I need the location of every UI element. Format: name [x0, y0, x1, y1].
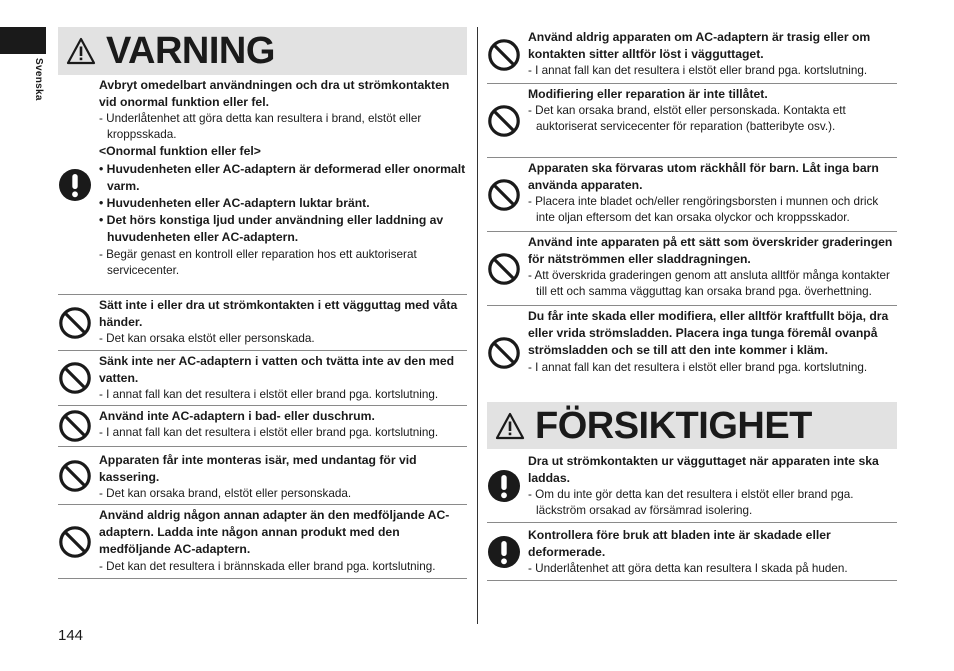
entry-heading: Dra ut strömkontakten ur vägguttaget när apparaten inte ska laddas.: [528, 454, 879, 486]
exclamation-icon: [58, 168, 92, 202]
prohibited-icon: [58, 409, 92, 443]
entry-subheading: <Onormal funktion eller fel>: [99, 144, 261, 159]
entry-heading: Kontrollera före bruk att bladen inte är skadade eller deformerade.: [528, 528, 831, 560]
warning-entry: [58, 505, 467, 579]
prohibited-icon: [487, 252, 521, 286]
entry-heading: Använd aldrig någon annan adapter än den medföljande AC-adaptern. Ladda inte någon annan produkt med den medföljande AC-adaptern.: [99, 508, 450, 557]
warning-entry: [58, 295, 467, 351]
entry-note: - I annat fall kan det resultera i elstöt eller brand pga. kortslutning.: [528, 64, 868, 78]
prohibited-icon: [58, 459, 92, 493]
warning-triangle-icon: [66, 37, 96, 65]
banner-title: VARNING: [106, 30, 275, 72]
warning-entry: [58, 447, 467, 505]
entry-heading: Apparaten får inte monteras isär, med undantag för vid kassering.: [99, 453, 417, 485]
left-column: [58, 27, 467, 579]
entry-note: - Underlåtenhet att göra detta kan resultera i brand, elstöt eller kroppsskada.: [99, 112, 422, 142]
entry-bullet: • Det hörs konstiga ljud under användning eller laddning av huvudenheten eller AC-adaptern.: [99, 213, 444, 245]
exclamation-icon: [487, 469, 521, 503]
prohibited-icon: [487, 336, 521, 370]
warning-entry: [487, 232, 897, 306]
entry-bullet: • Huvudenheten eller AC-adaptern är deformerad eller onormalt varm.: [99, 161, 466, 193]
entry-note: - Att överskrida graderingen genom att ansluta alltför många kontakter till ett och samma vägguttag kan orsaka brand pga. överhettning.: [528, 269, 890, 299]
entry-heading: Använd inte AC-adaptern i bad- eller duschrum.: [99, 409, 375, 423]
language-label: Svenska: [33, 58, 44, 101]
warning-entry: [487, 84, 897, 158]
entry-note: - Placera inte bladet och/eller rengöringsborsten i munnen och drick inte oljan eftersom det kan orsaka olyckor och kroppsskador.: [528, 195, 879, 225]
entry-note: - Det kan orsaka elstöt eller personskada.: [99, 332, 315, 346]
warning-triangle-icon: [495, 412, 525, 440]
exclamation-icon: [487, 535, 521, 569]
entry-heading: Använd aldrig apparaten om AC-adaptern är trasig eller om kontakten sitter alltför löst i vägguttaget.: [528, 30, 871, 62]
entry-note: - I annat fall kan det resultera i elstöt eller brand pga. kortslutning.: [99, 426, 439, 440]
entry-note: - Begär genast en kontroll eller reparation hos ett auktoriserat servicecenter.: [99, 247, 417, 277]
entry-heading: Sätt inte i eller dra ut strömkontakten i ett vägguttag med våta händer.: [99, 298, 458, 330]
banner-title: FÖRSIKTIGHET: [535, 404, 812, 447]
caution-banner: [487, 402, 897, 449]
warning-entry: [58, 75, 467, 295]
right-column: [487, 27, 897, 581]
entry-note: - Underlåtenhet att göra detta kan resultera I skada på huden.: [528, 562, 848, 576]
prohibited-icon: [487, 104, 521, 138]
warning-banner: [58, 27, 467, 75]
prohibited-icon: [58, 361, 92, 395]
entry-note: - Det kan orsaka brand, elstöt eller personskada.: [99, 487, 352, 501]
warning-entry: [487, 306, 897, 399]
entry-heading: Du får inte skada eller modifiera, eller alltför kraftfullt böja, dra eller vrida strömsladden. Placera inga tunga föremål ovanpå strömsladden och se till att den inte kommer i kläm.: [528, 309, 889, 358]
prohibited-icon: [487, 178, 521, 212]
entry-note: - Det kan det resultera i brännskada eller brand pga. kortslutning.: [99, 559, 436, 573]
entry-heading: Avbryt omedelbart användningen och dra ut strömkontakten vid onormal funktion eller fel.: [99, 78, 450, 110]
warning-entry: [487, 27, 897, 84]
entry-bullet: • Huvudenheten eller AC-adaptern luktar bränt.: [99, 196, 370, 211]
entry-heading: Använd inte apparaten på ett sätt som överskrider graderingen för nätströmmen eller sladdragningen.: [528, 235, 893, 267]
prohibited-icon: [487, 38, 521, 72]
warning-entry: [58, 351, 467, 406]
prohibited-icon: [58, 525, 92, 559]
caution-entry: [487, 449, 897, 523]
caution-entry: [487, 523, 897, 581]
column-divider: [477, 27, 478, 624]
language-tab: [0, 27, 46, 54]
entry-heading: Apparaten ska förvaras utom räckhåll för barn. Låt inga barn använda apparaten.: [528, 161, 879, 193]
entry-heading: Modifiering eller reparation är inte tillåtet.: [528, 87, 768, 101]
warning-entry: [487, 158, 897, 232]
entry-heading: Sänk inte ner AC-adaptern i vatten och tvätta inte av den med vatten.: [99, 354, 455, 386]
warning-entry: [58, 406, 467, 447]
entry-note: - I annat fall kan det resultera i elstöt eller brand pga. kortslutning.: [528, 360, 868, 374]
page-number: 144: [58, 627, 84, 644]
entry-note: - I annat fall kan det resultera i elstöt eller brand pga. kortslutning.: [99, 388, 439, 402]
prohibited-icon: [58, 306, 92, 340]
entry-note: - Om du inte gör detta kan det resultera i elstöt eller brand pga. läckström orsakad av försämrad isolering.: [528, 488, 854, 518]
entry-note: - Det kan orsaka brand, elstöt eller personskada. Kontakta ett auktoriserat servicecenter för reparation (batteribyte osv.).: [528, 104, 846, 134]
